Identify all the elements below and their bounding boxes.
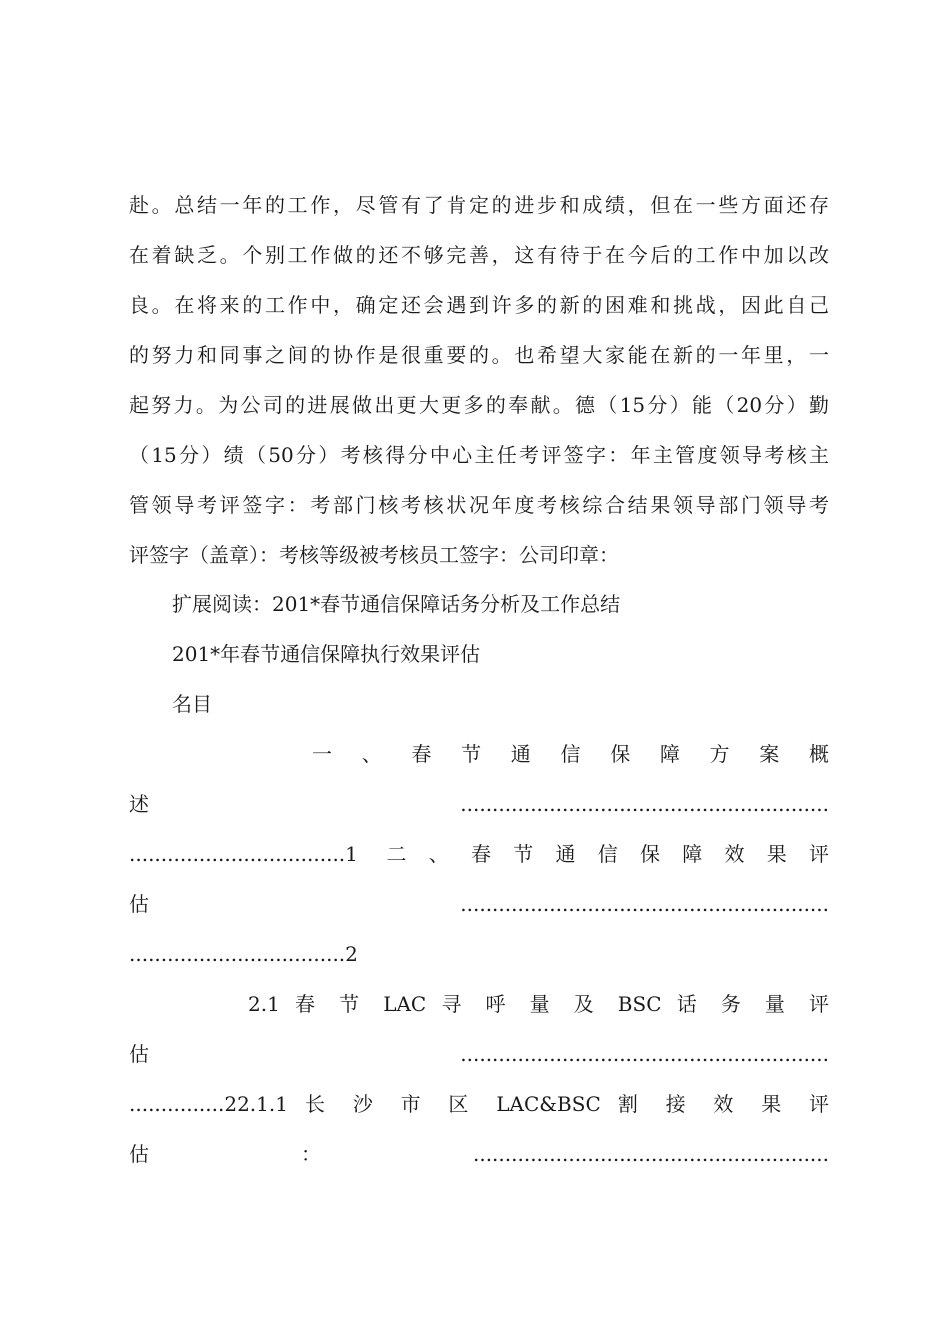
toc-leader-line: ..................................2 [129, 942, 358, 966]
body-line: 管领导考评签字：考部门核考核状况年度考核综合结果领导部门领导考 [129, 493, 829, 517]
toc-entry-line: ..................................1 二、春节通信保障效果评 [129, 842, 829, 866]
toc-entry-line: 2.1 春 节 LAC 寻 呼 量 及 BSC 话 务 量 评 [248, 992, 829, 1016]
body-line: 起努力。为公司的进展做出更大更多的奉献。德（15分）能（20分）勤 [129, 393, 829, 417]
toc-leader-line: 估.......................................................... [129, 892, 829, 916]
body-line: 的努力和同事之间的协作是很重要的。也希望大家能在新的一年里，一 [129, 343, 829, 367]
body-line: （15分）绩（50分）考核得分中心主任考评签字：年主管度领导考核主 [129, 443, 829, 467]
body-line: 良。在将来的工作中，确定还会遇到许多的新的困难和挑战，因此自己 [129, 293, 829, 317]
extended-reading-heading: 扩展阅读：201*春节通信保障话务分析及工作总结 [172, 592, 621, 616]
body-line: 在着缺乏。个别工作做的还不够完善，这有待于在今后的工作中加以改 [129, 243, 829, 267]
body-line: 赴。总结一年的工作，尽管有了肯定的进步和成绩，但在一些方面还存 [129, 193, 829, 217]
toc-leader-line: 述.......................................................... [129, 792, 829, 816]
toc-entry-line: ...............22.1.1 长 沙 市 区 LAC&BSC 割 接 效 果 评 [129, 1092, 829, 1116]
toc-leader-line: 估：........................................................ [129, 1142, 829, 1166]
toc-leader-line: 估.......................................................... [129, 1042, 829, 1066]
toc-entry-line: 一 、 春 节 通 信 保 障 方 案 概 [312, 742, 829, 766]
report-title: 201*年春节通信保障执行效果评估 [172, 642, 481, 666]
body-line: 评签字（盖章）：考核等级被考核员工签字：公司印章： [129, 543, 619, 567]
toc-heading: 名目 [172, 692, 212, 716]
